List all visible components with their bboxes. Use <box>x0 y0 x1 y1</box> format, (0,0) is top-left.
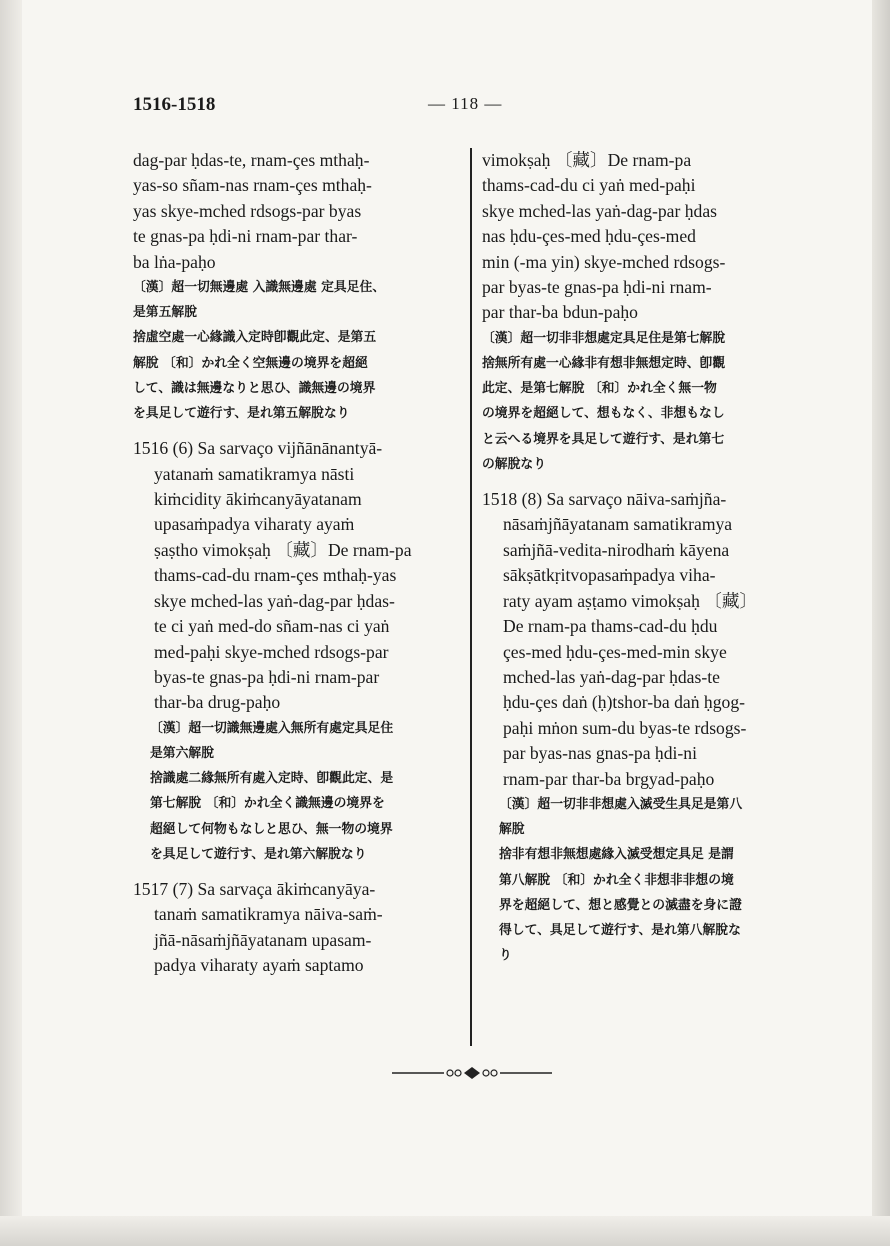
chinese-translation-line: 〔漢〕超一切識無邊處入無所有處定具足住 <box>150 720 394 736</box>
text-line: çes-med ḥdu-çes-med-min skye <box>503 641 727 662</box>
japanese-note-line: 超絕して何物もなしと思ひ、無一物の境界 <box>150 821 393 837</box>
japanese-note-line: 捨識處二緣無所有處入定時、卽觀此定、是 <box>150 771 394 787</box>
text-line: ḥdu-çes daṅ (ḥ)tshor-ba daṅ ḥgog- <box>503 692 745 713</box>
entry-1518 <box>482 487 824 968</box>
text-line: byas-te gnas-pa ḥdi-ni rnam-par <box>154 666 380 687</box>
chinese-translation-line: 〔漢〕超一切無邊處 入識無邊處 定具足住、 <box>133 280 386 296</box>
entry-range-header: 1516-1518 <box>133 94 216 115</box>
entry-1516 <box>133 436 465 867</box>
japanese-note-line: 解脫 〔和〕かれ全く空無邊の境界を超絕 <box>133 355 368 371</box>
japanese-note-line: 第八解脫 〔和〕かれ全く非想非非想の境 <box>499 872 734 888</box>
text-line: med-paḥi skye-mched rdsogs-par <box>154 641 389 662</box>
text-line: yas-so sñam-nas rnam-çes mthaḥ- <box>133 175 372 196</box>
text-line: mched-las yaṅ-dag-par ḥdas-te <box>503 666 720 687</box>
text-line: thams-cad-du ci yaṅ med-paḥi <box>482 175 696 196</box>
japanese-note-line: を具足して遊行す、是れ第六解脫なり <box>150 846 367 862</box>
chinese-translation-line: 解脫 <box>499 822 525 838</box>
japanese-note-line: 界を超絕して、想と感覺との滅盡を身に證 <box>499 897 742 913</box>
text-line: paḥi mṅon sum-du byas-te rdsogs- <box>503 717 747 738</box>
text-line: par byas-te gnas-pa ḥdi-ni rnam- <box>482 277 712 298</box>
entry-heading-line: 1516 (6) Sa sarvaço vijñānānantyā- <box>133 438 383 459</box>
text-line: jñā-nāsaṁjñāyatanam upasam- <box>154 929 372 950</box>
chinese-translation-line: 是第六解脫 <box>150 745 214 761</box>
text-line: kiṁcidity ākiṁcanyāyatanam <box>154 489 362 510</box>
japanese-note-line: り <box>499 948 512 964</box>
page-bottom-edge <box>0 1216 890 1246</box>
text-line: ba lṅa-paḥo <box>133 251 216 272</box>
text-line: nāsaṁjñāyatanam samatikramya <box>503 514 733 535</box>
japanese-note-line: と云へる境界を具足して遊行す、是れ第七 <box>482 431 725 447</box>
text-line: dag-par ḥdas-te, rnam-çes mthaḥ- <box>133 150 370 170</box>
text-line: rnam-par thar-ba brgyad-paḥo <box>503 768 715 789</box>
entry-1517 <box>133 877 465 979</box>
text-line: par byas-nas gnas-pa ḥdi-ni <box>503 743 697 764</box>
japanese-note-line: の解脫なり <box>482 456 546 472</box>
japanese-note-line: を具足して遊行す、是れ第五解脫なり <box>133 406 350 422</box>
page-right-edge <box>872 0 890 1246</box>
text-line: nas ḥdu-çes-med ḥdu-çes-med <box>482 226 696 247</box>
page-left-shadow <box>0 0 22 1246</box>
left-column <box>133 148 465 979</box>
text-line: raty ayam aṣṭamo vimokṣaḥ 〔藏〕 <box>503 590 758 611</box>
chinese-translation-line: 是第五解脫 <box>133 305 197 321</box>
ornament-rule-icon <box>392 1064 552 1082</box>
page-number: — 118 — <box>428 94 503 113</box>
text-line: sākṣātkṛitvopasaṁpadya viha- <box>503 565 716 586</box>
japanese-note-line: の境界を超絕して、想もなく、非想もなし <box>482 406 725 422</box>
chinese-translation-line: 〔漢〕超一切非非想處定具足住是第七解脫 <box>482 330 726 346</box>
japanese-note-line: 第七解脫 〔和〕かれ全く識無邊の境界を <box>150 796 385 812</box>
text-line: te ci yaṅ med-do sñam-nas ci yaṅ <box>154 616 390 637</box>
japanese-note-line: 捨無所有處一心緣非有想非無想定時、卽觀 <box>482 356 726 372</box>
text-line: te gnas-pa ḥdi-ni rnam-par thar- <box>133 226 358 247</box>
text-line: yatanaṁ samatikramya nāsti <box>154 463 355 484</box>
column-divider <box>470 148 472 1046</box>
text-line: ṣaṣtho vimokṣaḥ 〔藏〕De rnam-pa <box>154 539 412 560</box>
japanese-note-line: 捨虛空處一心緣識入定時卽觀此定、是第五 <box>133 330 377 346</box>
japanese-note-line: 此定、是第七解脫 〔和〕かれ全く無一物 <box>482 381 717 397</box>
text-line: par thar-ba bdun-paḥo <box>482 302 638 323</box>
chinese-translation-line: 〔漢〕超一切非非想處入滅受生具足是第八 <box>499 796 743 812</box>
text-line: vimokṣaḥ 〔藏〕De rnam-pa <box>482 150 692 170</box>
text-line: thams-cad-du rnam-çes mthaḥ-yas <box>154 565 397 586</box>
text-line: saṁjñā-vedita-nirodhaṁ kāyena <box>503 539 730 560</box>
text-line: padya viharaty ayaṁ saptamo <box>154 955 364 976</box>
text-line: skye mched-las yaṅ-dag-par ḥdas <box>482 200 717 221</box>
continuation-block-right <box>482 148 824 477</box>
right-column <box>482 148 824 968</box>
text-line: upasaṁpadya viharaty ayaṁ <box>154 514 355 535</box>
entry-heading-line: 1517 (7) Sa sarvaça ākiṁcanyāya- <box>133 878 376 899</box>
japanese-note-line: 得して、具足して遊行す、是れ第八解脫な <box>499 922 741 938</box>
continuation-block-left <box>133 148 465 426</box>
text-line: De rnam-pa thams-cad-du ḥdu <box>503 616 718 637</box>
text-line: skye mched-las yaṅ-dag-par ḥdas- <box>154 590 395 611</box>
japanese-note-line: 捨非有想非無想處緣入滅受想定具足 是謂 <box>499 847 734 863</box>
text-line: tanaṁ samatikramya nāiva-saṁ- <box>154 904 383 925</box>
text-line: yas skye-mched rdsogs-par byas <box>133 200 362 221</box>
text-line: min (-ma yin) skye-mched rdsogs- <box>482 251 726 272</box>
entry-heading-line: 1518 (8) Sa sarvaço nāiva-saṁjña- <box>482 489 727 510</box>
japanese-note-line: して、識は無邊なりと思ひ、識無邊の境界 <box>133 380 376 396</box>
text-line: thar-ba drug-paḥo <box>154 692 281 713</box>
